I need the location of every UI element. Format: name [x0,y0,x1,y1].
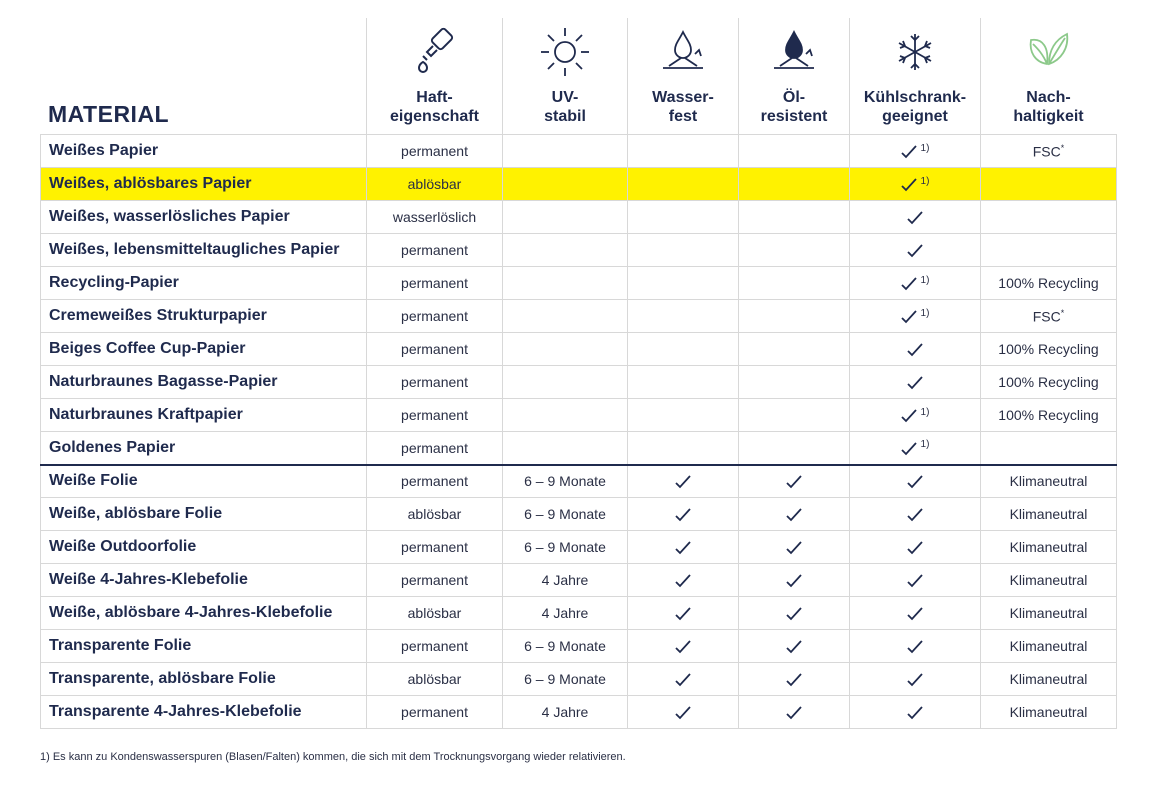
check-icon [907,607,923,621]
haft-cell: wasserlöslich [367,201,503,234]
nachhaltigkeit-value: Klimaneutral [1009,704,1088,720]
wasser-cell [628,498,739,531]
asterisk-marker: * [1060,142,1065,153]
footnote-marker: 1) [920,274,930,286]
wasser-cell [628,531,739,564]
nachhaltigkeit-cell [981,168,1117,201]
uv-cell: 6 – 9 Monate [503,630,628,663]
material-name-cell: Weißes Papier [41,135,367,168]
check-icon [675,508,691,522]
check-icon [907,640,923,654]
check-icon [901,442,917,456]
wasser-cell [628,696,739,729]
material-name-cell: Weiße, ablösbare 4-Jahres-Klebefolie [41,597,367,630]
nachhaltigkeit-cell [981,399,1117,432]
footnote-marker: 1) [920,439,930,451]
wasser-cell [628,168,739,201]
wasser-cell [628,465,739,498]
header-haft [366,18,502,134]
nachhaltigkeit-cell [981,201,1117,234]
oel-cell [739,531,850,564]
material-name-cell: Cremeweißes Strukturpapier [41,300,367,333]
kuehl-cell [850,333,981,366]
header-uv [502,18,627,134]
table-row [41,696,1117,729]
oel-cell [739,432,850,465]
check-icon [907,343,923,357]
material-name-cell: Weiße 4-Jahres-Klebefolie [41,564,367,597]
kuehl-cell [850,630,981,663]
haft-cell: ablösbar [367,663,503,696]
wasser-cell [628,267,739,300]
kuehl-cell [850,135,981,168]
oel-cell [739,168,850,201]
asterisk-marker: * [1060,307,1065,318]
check-icon [675,673,691,687]
footnote-marker: 1) [920,175,930,187]
material-name-cell: Naturbraunes Bagasse-Papier [41,366,367,399]
oel-cell [739,135,850,168]
haft-cell: permanent [367,135,503,168]
uv-cell: 4 Jahre [503,564,628,597]
check-icon [907,574,923,588]
kuehl-cell [850,201,981,234]
oel-cell [739,498,850,531]
material-name-cell: Transparente Folie [41,630,367,663]
header-oel-line2: resistent [760,108,828,125]
kuehl-cell [850,234,981,267]
table-row [41,630,1117,663]
header-haft-line1: Haft- [416,89,453,106]
header-uv-line1: UV- [551,89,579,106]
header-nach [980,18,1116,134]
nachhaltigkeit-cell [981,300,1117,333]
check-icon [907,673,923,687]
wasser-cell [628,135,739,168]
nachhaltigkeit-cell [981,267,1117,300]
oel-cell [739,564,850,597]
footnote: 1) Es kann zu Kondenswasserspuren (Blasen/Falten) kommen, die sich mit dem Trocknungsvorgang wieder relativieren. [40,751,626,763]
nachhaltigkeit-cell [981,432,1117,465]
snowflake-icon [850,24,980,80]
wasser-cell [628,234,739,267]
nachhaltigkeit-cell [981,531,1117,564]
sun-icon [503,24,627,80]
check-icon [901,310,917,324]
check-icon [901,178,917,192]
nachhaltigkeit-value: Klimaneutral [1009,605,1088,621]
check-icon [786,574,802,588]
table-row [41,498,1117,531]
material-name-cell: Weiße Outdoorfolie [41,531,367,564]
wasser-cell [628,432,739,465]
wasser-cell [628,300,739,333]
uv-cell [503,366,628,399]
table-row [41,234,1117,267]
check-icon [675,475,691,489]
uv-cell [503,399,628,432]
table-row [41,366,1117,399]
table-row [41,201,1117,234]
nachhaltigkeit-cell [981,696,1117,729]
uv-cell [503,333,628,366]
material-name-cell: Weißes, lebensmitteltaugliches Papier [41,234,367,267]
uv-cell: 4 Jahre [503,696,628,729]
header-oel [738,18,849,134]
check-icon [675,541,691,555]
nachhaltigkeit-value: 100% Recycling [998,275,1099,291]
check-icon [901,277,917,291]
uv-cell [503,300,628,333]
kuehl-cell [850,432,981,465]
oel-cell [739,201,850,234]
check-icon [786,475,802,489]
check-icon [786,541,802,555]
table-row [41,465,1117,498]
footnote-marker: 1) [920,142,930,154]
glue-bottle-icon [367,24,502,80]
check-icon [907,244,923,258]
table-row [41,267,1117,300]
kuehl-cell [850,597,981,630]
uv-cell [503,234,628,267]
wasser-cell [628,663,739,696]
nachhaltigkeit-cell [981,663,1117,696]
check-icon [907,376,923,390]
nachhaltigkeit-value: FSC [1032,308,1061,325]
nachhaltigkeit-value: Klimaneutral [1009,473,1088,490]
nachhaltigkeit-value: Klimaneutral [1009,572,1088,588]
table-header [40,18,1116,134]
nachhaltigkeit-value: 100% Recycling [998,341,1099,357]
water-drop-surface-icon [628,24,738,80]
material-title: MATERIAL [48,101,170,127]
check-icon [901,409,917,423]
check-icon [675,640,691,654]
oel-cell [739,234,850,267]
table-row [41,399,1117,432]
header-haft-line2: eigenschaft [390,108,479,125]
check-icon [907,706,923,720]
wasser-cell [628,201,739,234]
header-kuehl-line2: geeignet [882,108,948,125]
haft-cell: permanent [367,531,503,564]
footnote-marker: 1) [920,406,930,418]
table-row [41,168,1117,201]
material-name-cell: Naturbraunes Kraftpapier [41,399,367,432]
table-row [41,333,1117,366]
table-row [41,432,1117,465]
material-name-cell: Goldenes Papier [41,432,367,465]
check-icon [901,145,917,159]
kuehl-cell [850,465,981,498]
kuehl-cell [850,531,981,564]
material-name-cell: Weiße Folie [41,465,367,498]
oel-cell [739,597,850,630]
table-row [41,597,1117,630]
material-table-body [41,135,1117,729]
oel-cell [739,267,850,300]
oil-drop-surface-icon [739,24,849,80]
material-name-cell: Weißes, ablösbares Papier [41,168,367,201]
wasser-cell [628,399,739,432]
haft-cell: ablösbar [367,498,503,531]
haft-cell: permanent [367,564,503,597]
uv-cell: 6 – 9 Monate [503,498,628,531]
header-wasser-line2: fest [668,108,698,125]
material-name-cell: Recycling-Papier [41,267,367,300]
nachhaltigkeit-value: 100% Recycling [998,407,1099,423]
oel-cell [739,300,850,333]
nachhaltigkeit-cell [981,366,1117,399]
nachhaltigkeit-value: Klimaneutral [1009,539,1088,555]
header-wasser [627,18,738,134]
haft-cell: permanent [367,432,503,465]
check-icon [786,673,802,687]
material-name-cell: Transparente, ablösbare Folie [41,663,367,696]
uv-cell: 6 – 9 Monate [503,663,628,696]
uv-cell [503,201,628,234]
kuehl-cell [850,498,981,531]
nachhaltigkeit-value: Klimaneutral [1009,638,1088,654]
kuehl-cell [850,168,981,201]
uv-cell [503,267,628,300]
kuehl-cell [850,267,981,300]
nachhaltigkeit-cell [981,630,1117,663]
haft-cell: permanent [367,234,503,267]
uv-cell: 6 – 9 Monate [503,465,628,498]
wasser-cell [628,597,739,630]
check-icon [907,475,923,489]
haft-cell: permanent [367,267,503,300]
header-wasser-line1: Wasser- [652,89,714,106]
nachhaltigkeit-cell [981,597,1117,630]
wasser-cell [628,630,739,663]
material-name-cell: Transparente 4-Jahres-Klebefolie [41,696,367,729]
haft-cell: permanent [367,399,503,432]
oel-cell [739,333,850,366]
nachhaltigkeit-cell [981,564,1117,597]
kuehl-cell [850,399,981,432]
table-row [41,300,1117,333]
haft-cell: permanent [367,333,503,366]
nachhaltigkeit-value: Klimaneutral [1009,671,1088,687]
nachhaltigkeit-value: FSC [1032,143,1061,160]
header-nach-line2: haltigkeit [1013,108,1084,125]
haft-cell: permanent [367,366,503,399]
haft-cell: ablösbar [367,597,503,630]
oel-cell [739,366,850,399]
check-icon [786,508,802,522]
material-table [40,134,1117,729]
leaves-icon [981,24,1116,80]
check-icon [675,706,691,720]
haft-cell: permanent [367,630,503,663]
check-icon [907,211,923,225]
kuehl-cell [850,663,981,696]
nachhaltigkeit-value: 100% Recycling [998,374,1099,390]
kuehl-cell [850,564,981,597]
header-kuehl [849,18,980,134]
oel-cell [739,663,850,696]
footnote-marker: 1) [920,307,930,319]
oel-cell [739,399,850,432]
header-uv-line2: stabil [544,108,586,125]
nachhaltigkeit-cell [981,498,1117,531]
check-icon [907,508,923,522]
table-row [41,531,1117,564]
header-oel-line1: Öl- [782,89,806,106]
nachhaltigkeit-cell [981,234,1117,267]
oel-cell [739,630,850,663]
material-name-cell: Weiße, ablösbare Folie [41,498,367,531]
table-row [41,564,1117,597]
haft-cell: permanent [367,465,503,498]
material-table-wrap [40,18,1116,729]
header-nach-line1: Nach- [1026,89,1071,106]
check-icon [786,640,802,654]
check-icon [675,574,691,588]
haft-cell: permanent [367,696,503,729]
table-row [41,663,1117,696]
kuehl-cell [850,300,981,333]
wasser-cell [628,333,739,366]
check-icon [786,607,802,621]
material-name-cell: Beiges Coffee Cup-Papier [41,333,367,366]
check-icon [786,706,802,720]
kuehl-cell [850,696,981,729]
haft-cell: permanent [367,300,503,333]
uv-cell [503,135,628,168]
uv-cell [503,432,628,465]
nachhaltigkeit-value: Klimaneutral [1009,506,1088,522]
nachhaltigkeit-cell [981,465,1117,498]
material-name-cell: Weißes, wasserlösliches Papier [41,201,367,234]
oel-cell [739,465,850,498]
uv-cell: 4 Jahre [503,597,628,630]
check-icon [907,541,923,555]
oel-cell [739,696,850,729]
kuehl-cell [850,366,981,399]
wasser-cell [628,564,739,597]
nachhaltigkeit-cell [981,135,1117,168]
nachhaltigkeit-cell [981,333,1117,366]
wasser-cell [628,366,739,399]
uv-cell: 6 – 9 Monate [503,531,628,564]
header-kuehl-line1: Kühlschrank- [863,89,967,106]
uv-cell [503,168,628,201]
check-icon [675,607,691,621]
haft-cell: ablösbar [367,168,503,201]
table-row [41,135,1117,168]
